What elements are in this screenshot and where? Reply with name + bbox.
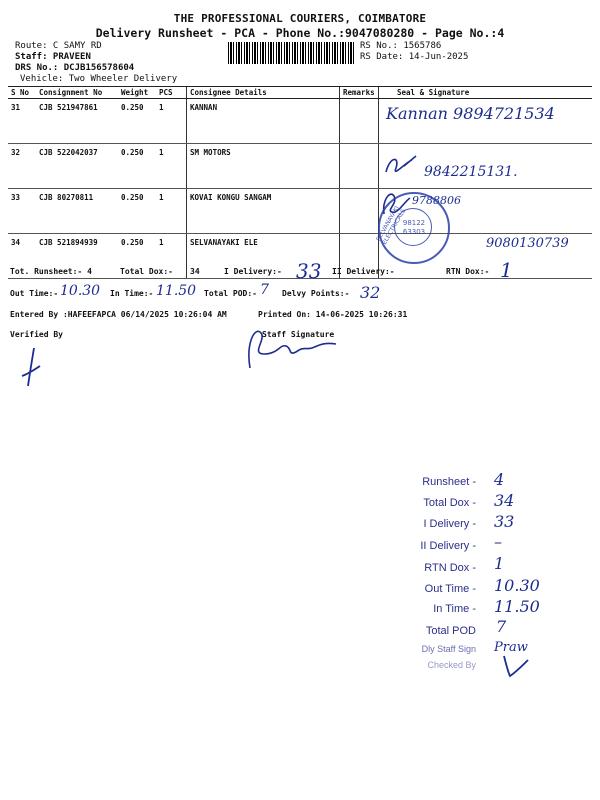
rtn-dox-label: RTN Dox:- (446, 267, 490, 276)
verifier-signature (18, 346, 48, 390)
i-delivery-value: 33 (296, 259, 322, 283)
seal-number: 98122 63303 (402, 219, 426, 236)
col-seal-signature: Seal & Signature (379, 87, 593, 99)
row-consignee: SELVANAYAKI ELE (187, 234, 340, 279)
entered-by: Entered By :HAFEEFAPCA 06/14/2025 10:26:04 AM (10, 310, 227, 319)
row-remarks (340, 99, 379, 144)
note-total-pod-value: 7 (496, 617, 507, 636)
tot-runsheet: Tot. Runsheet:- 4 (10, 267, 92, 276)
note-rtn-dox-value: 1 (494, 554, 505, 573)
note-out-time-label: Out Time - (424, 583, 476, 595)
note-i-delivery-label: I Delivery - (423, 518, 476, 530)
row-pcs: 1 (156, 99, 187, 144)
runsheet-subtitle: Delivery Runsheet - PCA - Phone No.:9047080280 - Page No.:4 (95, 26, 505, 40)
row-sno: 33 (8, 189, 36, 234)
note-total-pod-label: Total POD (425, 625, 476, 637)
row-pcs: 1 (156, 234, 187, 279)
row-pcs: 1 (156, 189, 187, 234)
in-time-value: 11.50 (156, 283, 197, 299)
rs-date: RS Date: 14-Jun-2025 (360, 52, 469, 62)
note-out-time-value: 10.30 (494, 576, 540, 595)
row-consignee: KOVAI KONGU SANGAM (187, 189, 340, 234)
drs-number: DRS No.: DCJB156578604 (15, 63, 135, 73)
note-runsheet-label: Runsheet - (422, 476, 476, 488)
row-remarks (340, 189, 379, 234)
row-consignment: CJB 522042037 (36, 144, 118, 189)
total-pod-value: 7 (260, 282, 269, 298)
staff-signature-label: Staff Signature (262, 330, 335, 339)
row-consignment: CJB 80270811 (36, 189, 118, 234)
route-label: Route: C SAMY RD (15, 41, 102, 51)
col-remarks: Remarks (340, 87, 379, 99)
delvy-points-label: Delvy Points:- (282, 289, 350, 298)
row-weight: 0.250 (118, 234, 156, 279)
total-pod-label: Total POD:- (204, 289, 257, 298)
row-pcs: 1 (156, 144, 187, 189)
col-pcs: PCS (156, 87, 187, 99)
row-remarks (340, 144, 379, 189)
row-consignee: SM MOTORS (187, 144, 340, 189)
note-ii-delivery-label: II Delivery - (420, 540, 476, 552)
col-consignment: Consignment No (36, 87, 118, 99)
row-weight: 0.250 (118, 144, 156, 189)
note-in-time-label: In Time - (433, 603, 476, 615)
i-delivery-label: I Delivery:- (224, 267, 282, 276)
note-total-dox-label: Total Dox - (423, 497, 476, 509)
col-weight: Weight (118, 87, 156, 99)
table-header-row (8, 87, 592, 99)
row-weight: 0.250 (118, 99, 156, 144)
col-consignee: Consignee Details (187, 87, 340, 99)
vehicle-label: Vehicle: Two Wheeler Delivery (20, 74, 178, 84)
handwriting-row-33: 9788806 (412, 194, 461, 207)
row-consignee: KANNAN (187, 99, 340, 144)
seal-ring-text: SELVANAYAKI ELECTRICALS (375, 204, 408, 246)
handwriting-row-31: Kannan 9894721534 (386, 104, 555, 123)
note-i-delivery-value: 33 (494, 512, 515, 531)
handwriting-row-34: 9080130739 (486, 236, 569, 251)
staff-label: Staff: PRAVEEN (15, 52, 91, 62)
note-total-dox-value: 34 (494, 491, 515, 510)
company-seal-stamp (375, 192, 450, 264)
out-time-label: Out Time:- (10, 289, 59, 298)
printed-on: Printed On: 14-06-2025 10:26:31 (258, 310, 408, 319)
row-sno: 34 (8, 234, 36, 279)
handwriting-row-32: 9842215131. (424, 164, 518, 180)
table-row (8, 189, 592, 234)
staff-signature (240, 324, 344, 374)
signature-row-32 (382, 152, 422, 180)
row-consignment: CJB 521947861 (36, 99, 118, 144)
barcode (228, 42, 356, 64)
rs-number: RS No.: 1565786 (360, 41, 442, 51)
note-runsheet-value: 4 (494, 470, 505, 489)
in-time-label: In Time:- (110, 289, 154, 298)
company-title: THE PROFESSIONAL COURIERS, COIMBATORE (173, 12, 427, 25)
rtn-dox-value: 1 (500, 258, 513, 282)
total-dox-label: Total Dox:- (120, 267, 173, 276)
note-checked-by-signature (500, 652, 530, 680)
note-ii-delivery-value: – (494, 532, 502, 551)
ii-delivery-label: II Delivery:- (332, 267, 395, 276)
note-in-time-value: 11.50 (494, 597, 540, 616)
note-rtn-dox-label: RTN Dox - (424, 562, 476, 574)
row-consignment: CJB 521894939 (36, 234, 118, 279)
total-dox-value: 34 (190, 267, 200, 276)
row-weight: 0.250 (118, 189, 156, 234)
note-checked-by-label: Checked By (427, 660, 476, 670)
out-time-value: 10.30 (60, 283, 101, 299)
verified-by-label: Verified By (10, 330, 63, 339)
row-sno: 31 (8, 99, 36, 144)
col-sno: S No (8, 87, 36, 99)
delvy-points-value: 32 (360, 283, 381, 302)
row-sno: 32 (8, 144, 36, 189)
note-staff-sign-value: Praw (494, 640, 528, 655)
note-staff-sign-label: Dly Staff Sign (421, 644, 476, 654)
